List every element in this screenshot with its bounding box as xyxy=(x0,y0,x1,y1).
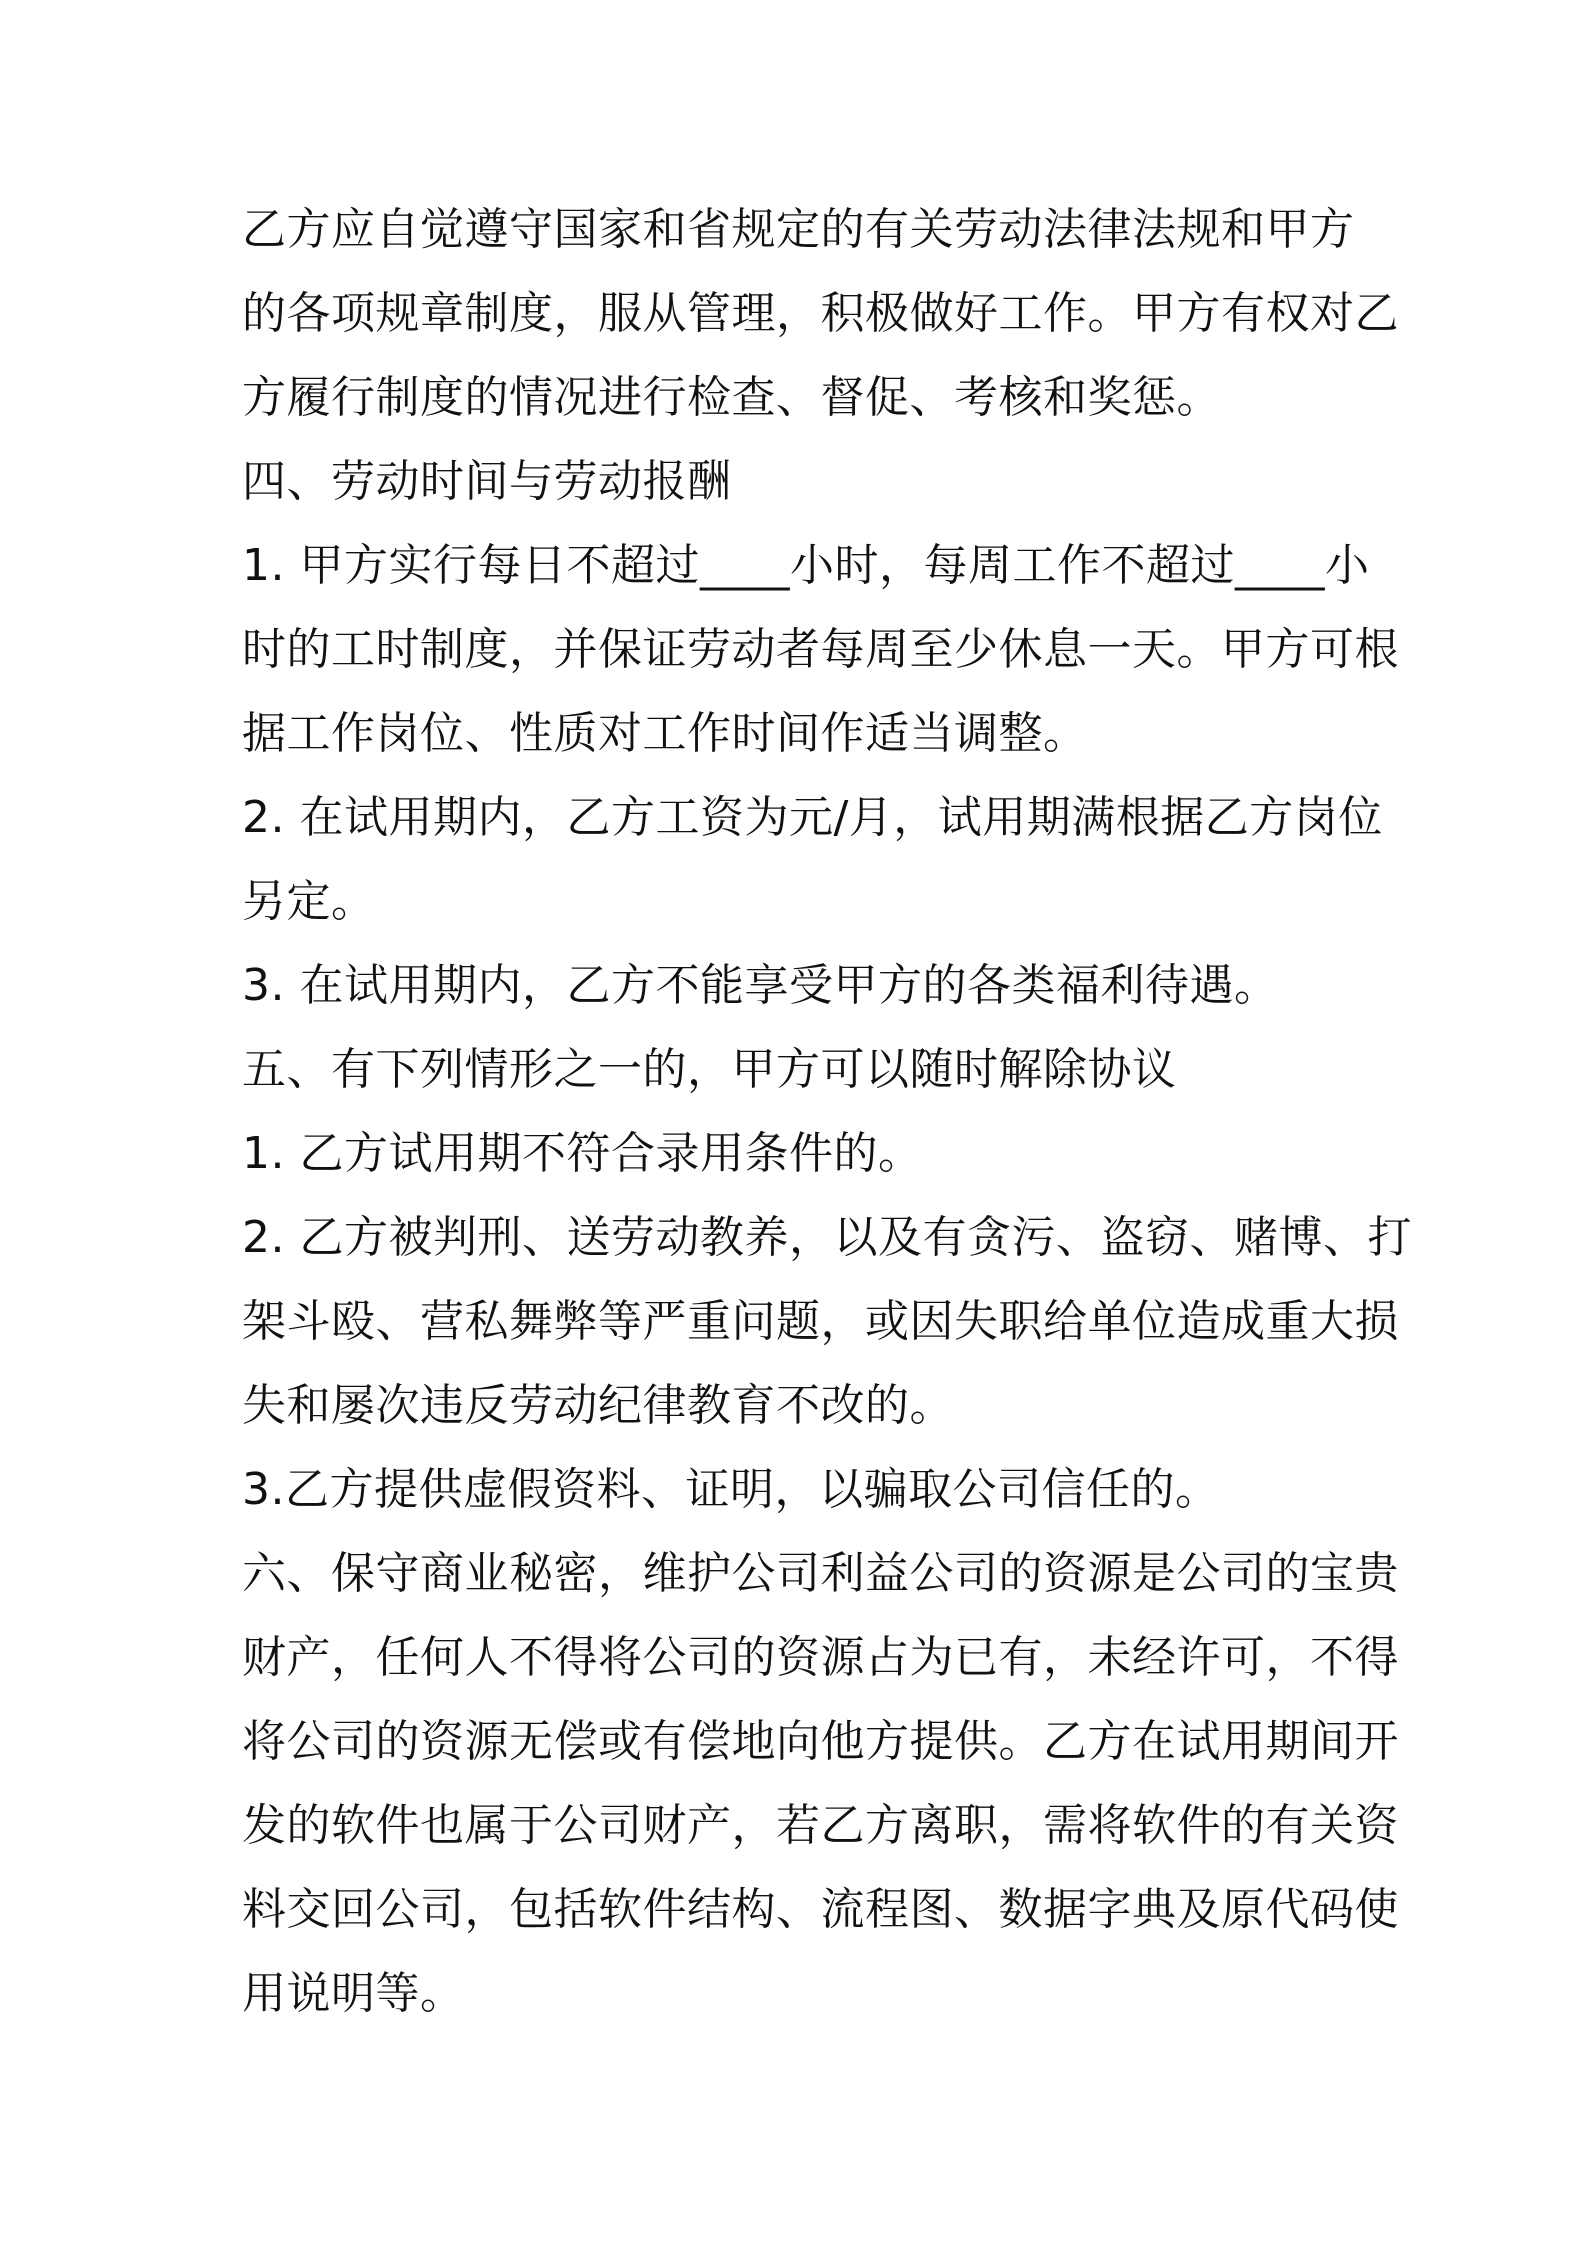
body-line-12: 1. 乙方试用期不符合录用条件的。 xyxy=(242,1128,923,1179)
section-heading-five: 五、有下列情形之一的，甲方可以随时解除协议 xyxy=(242,1044,1177,1095)
body-line-15: 失和屡次违反劳动纪律教育不改的。 xyxy=(242,1380,954,1431)
body-line-14: 架斗殴、营私舞弊等严重问题，或因失职给单位造成重大损 xyxy=(242,1296,1399,1347)
body-line-6: 时的工时制度，并保证劳动者每周至少休息一天。甲方可根 xyxy=(242,624,1399,675)
body-line-19: 将公司的资源无偿或有偿地向他方提供。乙方在试用期间开 xyxy=(242,1716,1399,1767)
body-line-18: 财产，任何人不得将公司的资源占为已有，未经许可，不得 xyxy=(242,1632,1399,1683)
body-line-1: 乙方应自觉遵守国家和省规定的有关劳动法律法规和甲方 xyxy=(242,204,1355,255)
body-line-21: 料交回公司，包括软件结构、流程图、数据字典及原代码使 xyxy=(242,1884,1399,1935)
body-line-13: 2. 乙方被判刑、送劳动教养，以及有贪污、盗窃、赌博、打 xyxy=(242,1212,1412,1263)
body-line-7: 据工作岗位、性质对工作时间作适当调整。 xyxy=(242,708,1088,759)
body-line-16: 3.乙方提供虚假资料、证明，以骗取公司信任的。 xyxy=(242,1464,1220,1515)
section-heading-six: 六、保守商业秘密，维护公司利益公司的资源是公司的宝贵 xyxy=(242,1548,1399,1599)
section-heading-four: 四、劳动时间与劳动报酬 xyxy=(242,456,732,507)
body-line-10: 3. 在试用期内，乙方不能享受甲方的各类福利待遇。 xyxy=(242,960,1279,1011)
body-line-22: 用说明等。 xyxy=(242,1968,465,2019)
body-line-9: 另定。 xyxy=(242,876,376,927)
document-body xyxy=(242,188,1412,2036)
body-line-5: 1. 甲方实行每日不超过____小时，每周工作不超过____小 xyxy=(242,540,1370,591)
body-line-20: 发的软件也属于公司财产，若乙方离职，需将软件的有关资 xyxy=(242,1800,1399,1851)
body-line-2: 的各项规章制度，服从管理，积极做好工作。甲方有权对乙 xyxy=(242,288,1399,339)
body-line-3: 方履行制度的情况进行检查、督促、考核和奖惩。 xyxy=(242,372,1221,423)
body-line-8: 2. 在试用期内，乙方工资为元/月，试用期满根据乙方岗位 xyxy=(242,792,1383,843)
